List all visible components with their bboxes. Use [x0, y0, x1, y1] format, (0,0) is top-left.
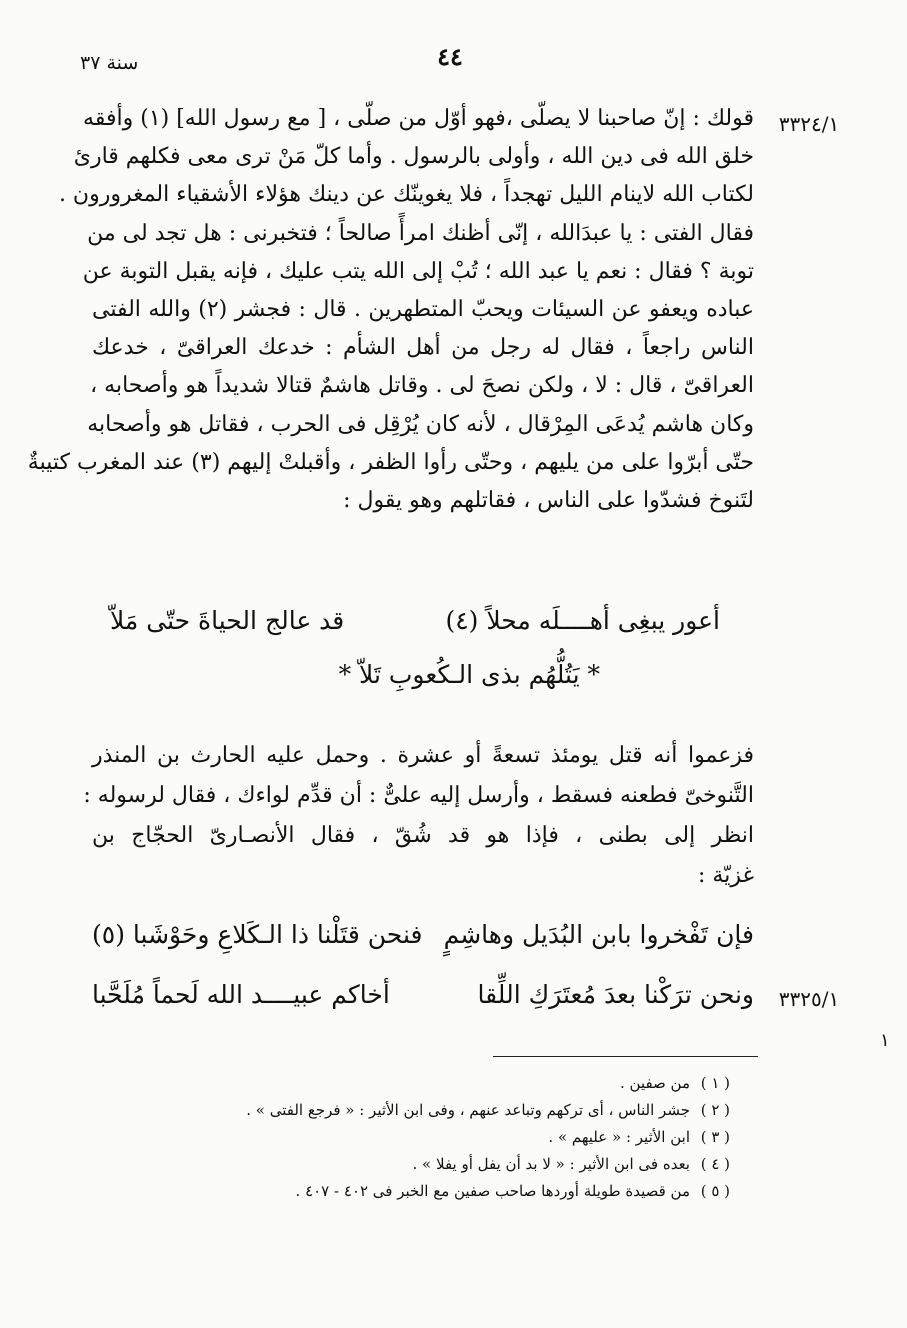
footnote-text: بعده فى ابن الأثير : « لا بد أن يفل أو يفلا » .	[412, 1155, 690, 1173]
footnote-text: من قصيدة طويلة أوردها صاحب صفين مع الخبر فى ٤٠٢ - ٤٠٧ .	[295, 1182, 690, 1200]
verse-hemistich: أعور يبغِى أهــــلَه محلاً (٤)	[445, 606, 720, 635]
text-line: حتّى أبرّوا على من يليهم ، وحتّى رأوا الظفر ، وأقبلتْ إليهم (٣) عند المغرب كتيبةٌ	[27, 449, 754, 475]
margin-mark: ١	[880, 1030, 890, 1051]
footnote-number: ( ٣ )	[700, 1128, 730, 1146]
verse-hemistich: * يَتُلُّهُم بذى الـكُعوبِ تَلاّ *	[338, 660, 600, 689]
text-line: فقال الفتى : يا عبدَالله ، إنّى أظنك امرأً صالحاً ؛ فتخبرنى : هل تجد لى من	[87, 220, 754, 246]
footnote-text: جشر الناس ، أى تركهم وتباعد عنهم ، وفى ابن الأثير : « فرجع الفتى » .	[246, 1101, 690, 1119]
body-paragraph	[27, 100, 754, 520]
body-paragraph	[83, 736, 754, 896]
text-line: وكان هاشم يُدعَى المِرْقال ، لأنه كان يُرْقِل فى الحرب ، فقاتل هو وأصحابه	[87, 411, 754, 437]
text-line: توبة ؟ فقال : نعم يا عبد الله ؛ تُبْ إلى الله يتب عليك ، فإنه يقبل التوبة عن	[82, 258, 754, 284]
verse-hemistich: ونحن ترَكْنا بعدَ مُعتَرَكِ اللِّقا	[477, 980, 754, 1009]
footnote	[150, 1124, 730, 1151]
text-line: فزعموا أنه قتل يومئذ تسعةً أو عشرة . وحمل عليه الحارث بن المنذر	[92, 743, 754, 768]
footnote	[150, 1178, 730, 1205]
footnote	[150, 1097, 730, 1124]
footnote-number: ( ٤ )	[700, 1155, 730, 1173]
text-line: العراقىّ ، قال : لا ، ولكن نصحَ لى . وقاتل هاشمٌ قتالا شديداً هو وأصحابه ،	[90, 373, 754, 399]
text-line: لتَنوخ فشدّوا على الناس ، فقاتلهم وهو يقول :	[343, 488, 754, 514]
text-line: قولك : إنّ صاحبنا لا يصلّى ،فهو أوّل من صلّى ، [ مع رسول الله] (١) وأفقه	[83, 106, 754, 131]
page-number: ٤٤	[437, 42, 463, 71]
margin-reference: ٣٣٢٤/١	[778, 112, 840, 136]
running-header-year: سنة ٣٧	[80, 52, 139, 74]
footnote-number: ( ١ )	[700, 1074, 730, 1092]
verse-hemistich: أخاكم عبيــــد الله لَحماً مُلَحَّبا	[92, 980, 390, 1009]
footnote-rule	[493, 1056, 758, 1057]
text-line: غزيّة :	[698, 863, 754, 888]
text-line: الناس راجعاً ، فقال له رجل من أهل الشأم : خدعك العراقىّ ، خدعك	[92, 335, 754, 361]
text-line: انظر إلى بطنى ، فإذا هو قد شُقّ ، فقال الأنصـارىّ الحجّاج بن	[92, 823, 754, 848]
footnote-number: ( ٢ )	[700, 1101, 730, 1119]
footnote	[150, 1151, 730, 1178]
margin-reference: ٣٣٢٥/١	[778, 987, 840, 1011]
text-line: خلق الله فى دين الله ، وأولى بالرسول . وأما كلّ مَنْ ترى معى فكلهم قارئ	[73, 144, 754, 170]
text-line: لكتاب الله لاينام الليل تهجداً ، فلا يغوينّك عن دينك هؤلاء الأشقياء المغرورون .	[58, 182, 754, 208]
text-line: عباده ويعفو عن السيئات ويحبّ المتطهرين . قال : فجشر (٢) والله الفتى	[92, 297, 754, 323]
footnote-text: ابن الأثير : « عليهم » .	[548, 1128, 690, 1146]
verse-hemistich: قد عالج الحياةَ حتّى مَلاّ	[110, 606, 345, 635]
verse-hemistich: فإن تَفْخروا بابن البُدَيل وهاشِمٍ	[443, 920, 754, 949]
verse-hemistich: فنحن قتَلْنا ذا الـكَلاعِ وحَوْشَبا (٥)	[92, 920, 423, 949]
footnote-number: ( ٥ )	[700, 1182, 730, 1200]
footnote-text: من صفين .	[619, 1074, 690, 1092]
footnotes	[150, 1070, 730, 1205]
footnote	[150, 1070, 730, 1097]
text-line: التَّنوخىّ فطعنه فسقط ، وأرسل إليه علىٌّ : أن قدِّم لواءك ، فقال لرسوله :	[83, 783, 754, 808]
